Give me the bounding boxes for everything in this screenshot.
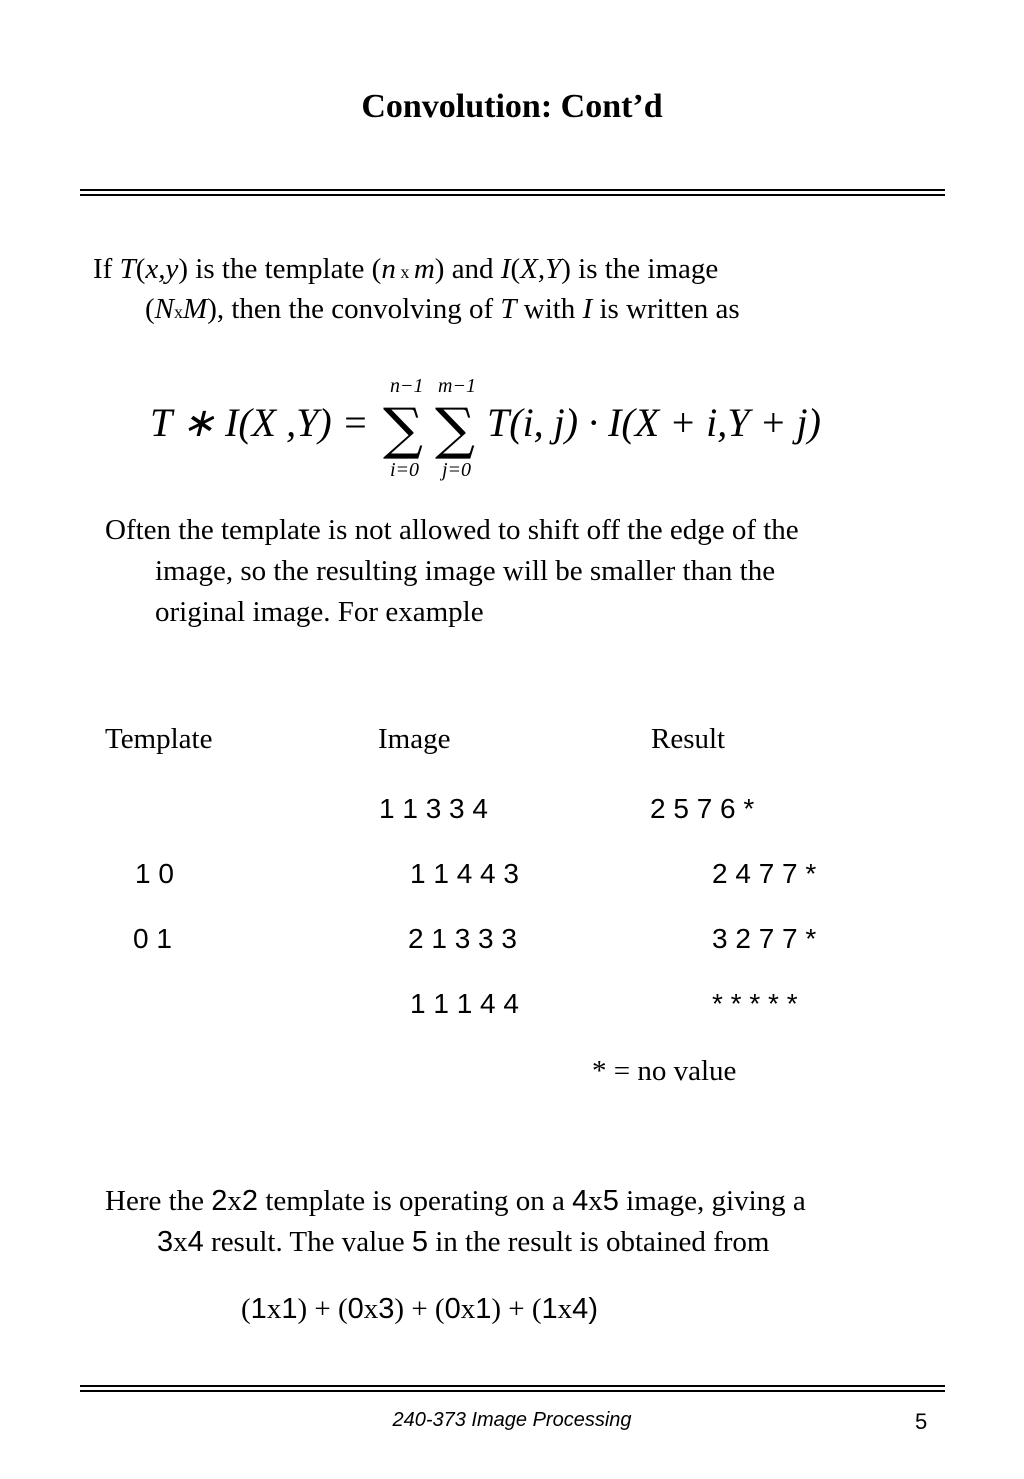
bottom-divider	[80, 1390, 945, 1392]
bottom-divider	[80, 1385, 945, 1387]
result-row: 2 5 7 6 *	[650, 793, 755, 824]
paragraph-3-line-1: Here the 2x2 template is operating on a 4x5 image, giving a	[105, 1185, 806, 1217]
sum2-upper: m−1	[438, 375, 476, 397]
sum2-lower: j=0	[442, 459, 472, 481]
sum1-lower: i=0	[390, 459, 420, 481]
paragraph-3-line-2: 3x4 result. The value 5 in the result is obtained from	[157, 1226, 770, 1258]
computation: (1x1) + (0x3) + (0x1) + (1x4)	[241, 1293, 598, 1325]
convolution-formula	[150, 368, 870, 488]
intro-line-2: (NxM), then the convolving of T with I is written as	[145, 293, 740, 325]
template-row: 1 0	[135, 858, 174, 889]
no-value-note: * = no value	[592, 1055, 737, 1087]
image-header: Image	[378, 723, 451, 755]
paragraph-2-line-1: Often the template is not allowed to shift off the edge of the	[105, 514, 799, 546]
formula-rhs: T(i, j) · I(X + i,Y + j)	[487, 400, 821, 445]
intro-line-1: If T(x,y) is the template (n x m) and I(X,Y) is the image	[93, 253, 719, 285]
paragraph-2-line-2: image, so the resulting image will be smaller than the	[155, 555, 776, 587]
template-row: 0 1	[133, 923, 172, 954]
page-title: Convolution: Cont’d	[361, 88, 663, 125]
sigma-1: ∑	[383, 397, 423, 462]
result-row: 2 4 7 7 *	[712, 858, 817, 889]
image-row: 1 1 1 4 4	[410, 988, 519, 1019]
result-row: * * * * *	[712, 988, 798, 1019]
sigma-2: ∑	[435, 397, 475, 462]
result-row: 3 2 7 7 *	[712, 923, 817, 954]
top-divider	[80, 194, 945, 196]
sum1-upper: n−1	[390, 375, 424, 397]
formula-lhs: T ∗ I(X ,Y) =	[150, 400, 369, 445]
page-number: 5	[915, 1409, 928, 1434]
image-row: 1 1 4 4 3	[410, 858, 519, 889]
image-row: 1 1 3 3 4	[379, 793, 488, 824]
footer-course: 240-373 Image Processing	[392, 1409, 632, 1431]
paragraph-2-line-3: original image. For example	[155, 596, 484, 628]
image-row: 2 1 3 3 3	[408, 923, 517, 954]
result-header: Result	[651, 723, 726, 755]
top-divider	[80, 189, 945, 191]
template-header: Template	[105, 723, 213, 755]
